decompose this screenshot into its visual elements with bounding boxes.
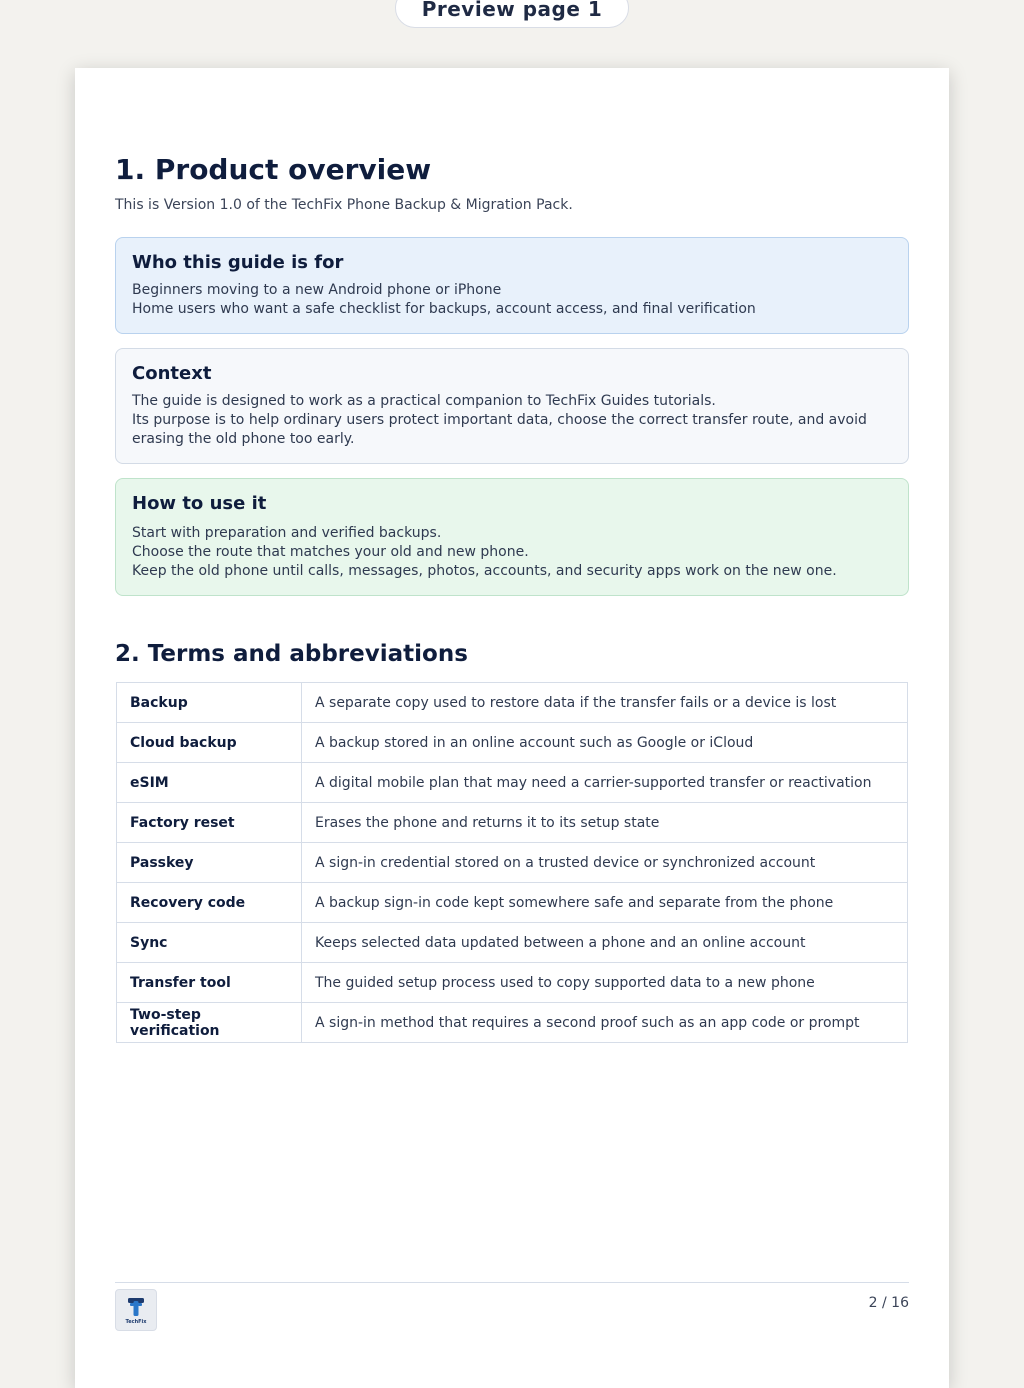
definition-cell: A backup sign-in code kept somewhere safe and separate from the phone	[302, 883, 908, 923]
context-card-title: Context	[132, 363, 212, 384]
card-line: Home users who want a safe checklist for backups, account access, and final verification	[132, 301, 756, 317]
techfix-logo-graphic	[116, 1290, 156, 1330]
audience-card-lines	[132, 281, 892, 319]
table-row	[117, 803, 908, 843]
card-line: Choose the route that matches your old and new phone.	[132, 544, 529, 560]
audience-card	[115, 237, 909, 334]
terms-heading: 2. Terms and abbreviations	[115, 641, 468, 667]
definition-cell: The guided setup process used to copy supported data to a new phone	[302, 963, 908, 1003]
techfix-logo-icon	[115, 1289, 157, 1331]
terms-table	[116, 682, 908, 1043]
product-overview-heading: 1. Product overview	[115, 153, 432, 186]
table-row	[117, 923, 908, 963]
card-line: Keep the old phone until calls, messages, photos, accounts, and security apps work on the new one.	[132, 563, 837, 579]
preview-page-label[interactable]: Preview page 1	[395, 0, 629, 28]
table-row	[117, 963, 908, 1003]
term-cell: Recovery code	[117, 883, 302, 923]
term-cell: Factory reset	[117, 803, 302, 843]
context-card-lines	[132, 392, 892, 449]
page-number: 2 / 16	[868, 1295, 909, 1311]
table-row	[117, 883, 908, 923]
term-cell: eSIM	[117, 763, 302, 803]
term-cell: Two-step verification	[117, 1003, 302, 1043]
term-cell: Passkey	[117, 843, 302, 883]
definition-cell: A sign-in method that requires a second proof such as an app code or prompt	[302, 1003, 908, 1043]
table-row	[117, 763, 908, 803]
logo-text: TechFix	[125, 1319, 147, 1325]
term-cell: Backup	[117, 683, 302, 723]
table-row	[117, 723, 908, 763]
definition-cell: A digital mobile plan that may need a carrier-supported transfer or reactivation	[302, 763, 908, 803]
context-card	[115, 348, 909, 464]
audience-card-title: Who this guide is for	[132, 252, 344, 273]
footer-divider	[115, 1282, 909, 1283]
card-line: Start with preparation and verified backups.	[132, 525, 442, 541]
card-line: Beginners moving to a new Android phone or iPhone	[132, 282, 502, 298]
how-to-use-card-title: How to use it	[132, 493, 267, 514]
definition-cell: Keeps selected data updated between a phone and an online account	[302, 923, 908, 963]
card-line: The guide is designed to work as a practical companion to TechFix Guides tutorials.	[132, 393, 716, 409]
term-cell: Cloud backup	[117, 723, 302, 763]
definition-cell: A backup stored in an online account such as Google or iCloud	[302, 723, 908, 763]
table-row	[117, 843, 908, 883]
definition-cell: A separate copy used to restore data if the transfer fails or a device is lost	[302, 683, 908, 723]
how-to-use-card	[115, 478, 909, 596]
how-to-use-card-lines	[132, 524, 892, 581]
document-page	[75, 68, 949, 1388]
definition-cell: A sign-in credential stored on a trusted device or synchronized account	[302, 843, 908, 883]
term-cell: Sync	[117, 923, 302, 963]
table-row	[117, 1003, 908, 1043]
term-cell: Transfer tool	[117, 963, 302, 1003]
card-line: Its purpose is to help ordinary users protect important data, choose the correct transfer route, and avoid erasing the old phone too early.	[132, 412, 867, 447]
overview-intro: This is Version 1.0 of the TechFix Phone Backup & Migration Pack.	[115, 197, 573, 213]
definition-cell: Erases the phone and returns it to its setup state	[302, 803, 908, 843]
table-row	[117, 683, 908, 723]
page-content	[115, 152, 909, 1043]
